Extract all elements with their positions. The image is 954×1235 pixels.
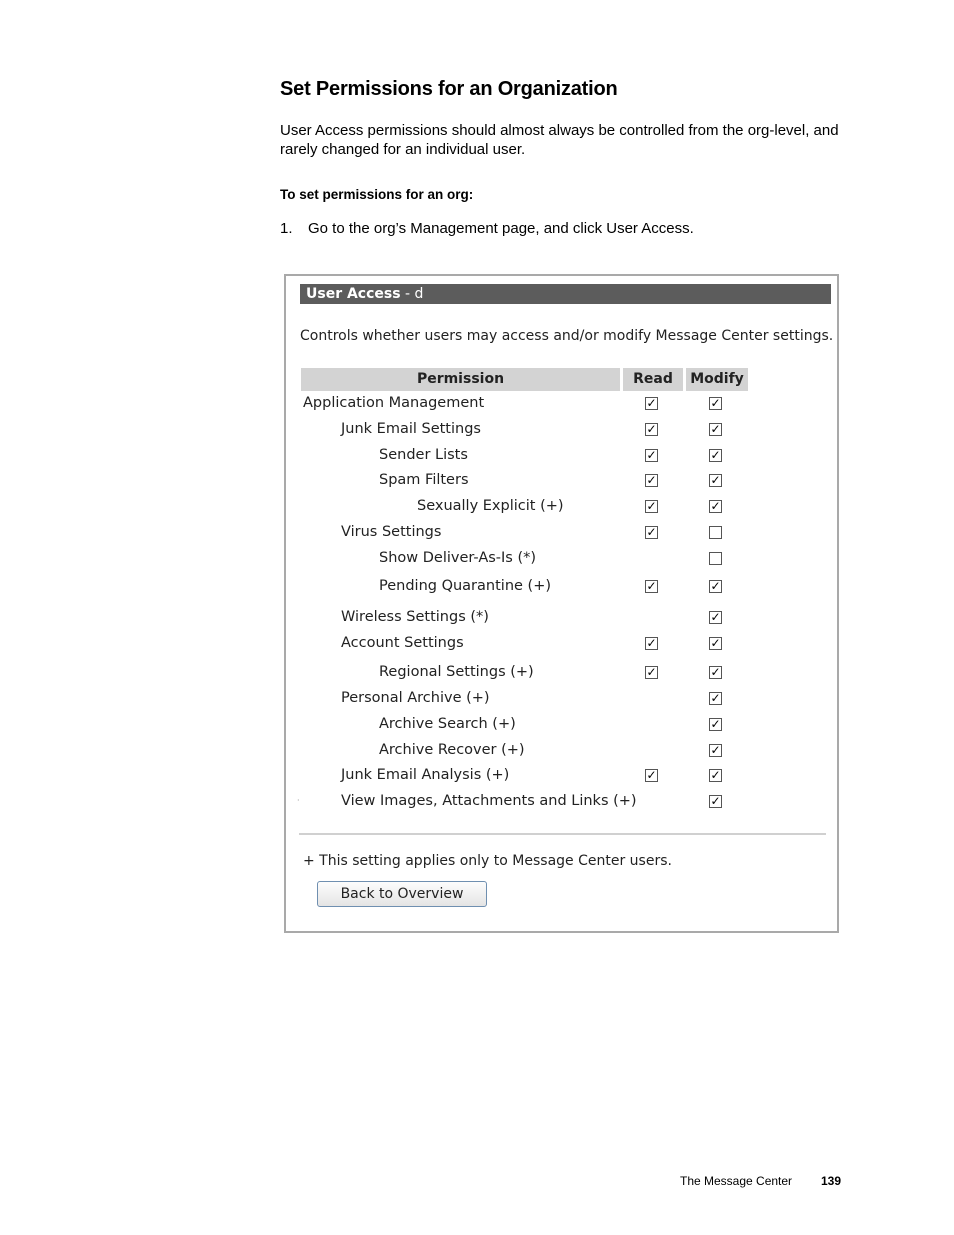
permission-label: Virus Settings <box>341 524 442 540</box>
read-checkbox[interactable] <box>645 474 658 487</box>
permission-label: Sender Lists <box>379 447 468 463</box>
modify-checkbox[interactable] <box>709 500 722 513</box>
read-checkbox[interactable] <box>645 666 658 679</box>
back-to-overview-button[interactable]: Back to Overview <box>317 881 487 907</box>
permission-label: Personal Archive (+) <box>341 690 490 706</box>
permission-label: Pending Quarantine (+) <box>379 578 551 594</box>
read-checkbox[interactable] <box>645 397 658 410</box>
modify-checkbox[interactable] <box>709 637 722 650</box>
permission-label: Application Management <box>303 395 485 411</box>
permission-label: Regional Settings (+) <box>379 664 534 680</box>
modify-checkbox[interactable] <box>709 526 722 539</box>
panel-titlebar <box>300 284 831 304</box>
read-checkbox[interactable] <box>645 500 658 513</box>
modify-checkbox[interactable] <box>709 666 722 679</box>
footer-page-number: 139 <box>821 1174 842 1188</box>
page-heading: Set Permissions for an Organization <box>280 78 618 100</box>
step-1 <box>280 220 694 237</box>
read-checkbox[interactable] <box>645 423 658 436</box>
read-checkbox[interactable] <box>645 526 658 539</box>
modify-checkbox[interactable] <box>709 449 722 462</box>
panel-title-suffix: - d <box>400 286 424 302</box>
modify-checkbox[interactable] <box>709 718 722 731</box>
step-number: 1. <box>280 220 293 237</box>
footnote: + This setting applies only to Message Center users. <box>303 853 672 869</box>
permission-label: Wireless Settings (*) <box>341 609 489 625</box>
panel-description: Controls whether users may access and/or modify Message Center settings. <box>300 328 834 344</box>
divider <box>299 833 826 835</box>
read-checkbox[interactable] <box>645 769 658 782</box>
permission-label: Junk Email Analysis (+) <box>341 767 510 783</box>
modify-checkbox[interactable] <box>709 611 722 624</box>
permission-label: Archive Recover (+) <box>379 742 525 758</box>
permission-label: Account Settings <box>341 635 464 651</box>
read-checkbox[interactable] <box>645 449 658 462</box>
permission-label: View Images, Attachments and Links (+) <box>341 793 637 809</box>
permission-label: Spam Filters <box>379 472 469 488</box>
column-header-permission: Permission <box>301 368 620 391</box>
procedure-subheading: To set permissions for an org: <box>280 187 474 202</box>
footer-chapter-title: The Message Center <box>680 1174 793 1188</box>
panel-title: User Access <box>306 286 401 302</box>
stray-dot: · <box>297 796 300 805</box>
modify-checkbox[interactable] <box>709 744 722 757</box>
user-access-panel <box>284 274 839 933</box>
permission-label: Show Deliver-As-Is (*) <box>379 550 537 566</box>
modify-checkbox[interactable] <box>709 397 722 410</box>
intro-paragraph: User Access permissions should almost always be controlled from the org-level, and rarely changed for an individual user. <box>280 122 839 158</box>
permission-label: Sexually Explicit (+) <box>417 498 564 514</box>
modify-checkbox[interactable] <box>709 423 722 436</box>
modify-checkbox[interactable] <box>709 795 722 808</box>
modify-checkbox[interactable] <box>709 552 722 565</box>
read-checkbox[interactable] <box>645 580 658 593</box>
column-header-read: Read <box>623 368 683 391</box>
modify-checkbox[interactable] <box>709 692 722 705</box>
modify-checkbox[interactable] <box>709 769 722 782</box>
column-header-modify: Modify <box>686 368 748 391</box>
modify-checkbox[interactable] <box>709 474 722 487</box>
modify-checkbox[interactable] <box>709 580 722 593</box>
read-checkbox[interactable] <box>645 637 658 650</box>
permission-label: Junk Email Settings <box>341 421 481 437</box>
permission-label: Archive Search (+) <box>379 716 516 732</box>
step-text: Go to the org’s Management page, and click User Access. <box>308 220 694 237</box>
